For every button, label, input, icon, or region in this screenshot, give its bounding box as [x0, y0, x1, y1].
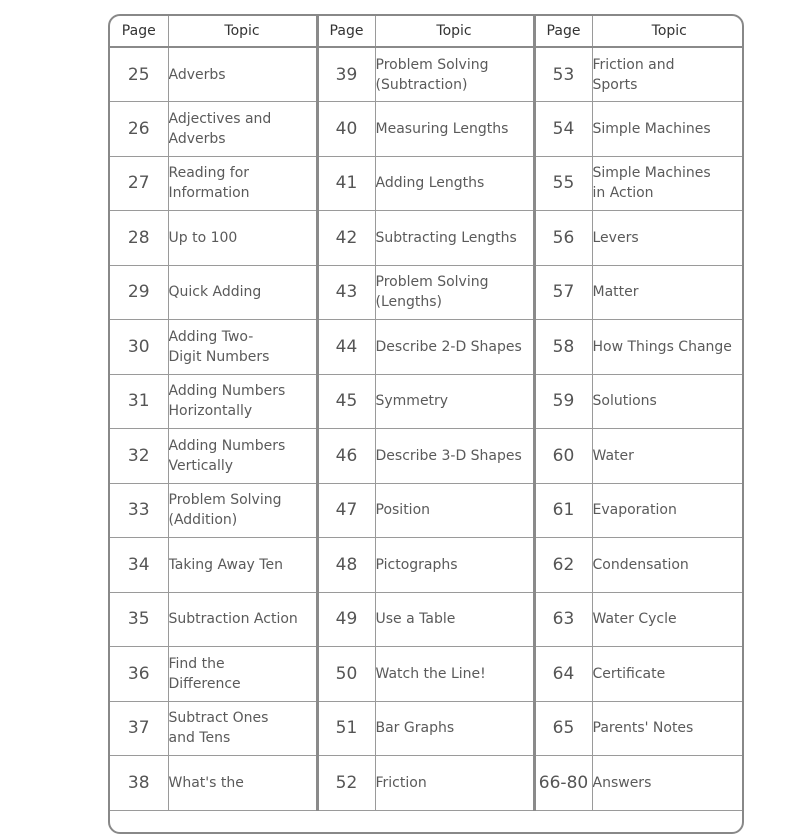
topic-name: Certificate: [592, 647, 744, 702]
topic-name: Find the Difference: [168, 647, 317, 702]
topic-name: Adding Numbers Horizontally: [168, 374, 317, 429]
table-row: [110, 156, 744, 211]
topic-name: How Things Change: [592, 320, 744, 375]
topic-name: Subtract Ones and Tens: [168, 701, 317, 756]
page-number: 43: [317, 265, 375, 320]
toc-table: [110, 16, 744, 811]
page-number: 60: [534, 429, 592, 484]
page-number: 65: [534, 701, 592, 756]
table-row: [110, 429, 744, 484]
page-number: 38: [110, 756, 168, 811]
page-number: 30: [110, 320, 168, 375]
topic-name: Friction: [375, 756, 534, 811]
page-number: 47: [317, 483, 375, 538]
topic-name: Subtraction Action: [168, 592, 317, 647]
page-number: 46: [317, 429, 375, 484]
topic-name: Adverbs: [168, 47, 317, 102]
topic-column-header: Topic: [375, 16, 534, 47]
table-row: [110, 483, 744, 538]
topic-name: Parents' Notes: [592, 701, 744, 756]
page-number: 41: [317, 156, 375, 211]
page-column-header: Page: [110, 16, 168, 47]
page-number: 66-80: [534, 756, 592, 811]
page-number: 39: [317, 47, 375, 102]
topic-name: Quick Adding: [168, 265, 317, 320]
page-number: 55: [534, 156, 592, 211]
topic-name: Reading for Information: [168, 156, 317, 211]
topic-name: Subtracting Lengths: [375, 211, 534, 266]
topic-name: Problem Solving (Lengths): [375, 265, 534, 320]
topic-name: Solutions: [592, 374, 744, 429]
page-number: 45: [317, 374, 375, 429]
page-number: 58: [534, 320, 592, 375]
topic-name: Simple Machines: [592, 102, 744, 157]
page-number: 54: [534, 102, 592, 157]
topic-name: Describe 2-D Shapes: [375, 320, 534, 375]
page-number: 49: [317, 592, 375, 647]
page-number: 34: [110, 538, 168, 593]
page-number: 27: [110, 156, 168, 211]
topic-name: Problem Solving (Subtraction): [375, 47, 534, 102]
page-number: 40: [317, 102, 375, 157]
topic-name: Levers: [592, 211, 744, 266]
page-number: 53: [534, 47, 592, 102]
page-number: 25: [110, 47, 168, 102]
table-row: [110, 102, 744, 157]
table-row: [110, 265, 744, 320]
table-of-contents: [108, 14, 744, 834]
page-column-header: Page: [534, 16, 592, 47]
page-number: 28: [110, 211, 168, 266]
page-number: 44: [317, 320, 375, 375]
topic-name: Water: [592, 429, 744, 484]
topic-name: Up to 100: [168, 211, 317, 266]
topic-name: Problem Solving (Addition): [168, 483, 317, 538]
page-number: 35: [110, 592, 168, 647]
topic-name: Water Cycle: [592, 592, 744, 647]
topic-name: Adjectives and Adverbs: [168, 102, 317, 157]
page-number: 42: [317, 211, 375, 266]
topic-name: Condensation: [592, 538, 744, 593]
page-column-header: Page: [317, 16, 375, 47]
page-number: 61: [534, 483, 592, 538]
table-row: [110, 47, 744, 102]
page-number: 59: [534, 374, 592, 429]
topic-name: Bar Graphs: [375, 701, 534, 756]
table-row: [110, 538, 744, 593]
toc-header-row: [110, 16, 744, 47]
page-number: 48: [317, 538, 375, 593]
page-number: 56: [534, 211, 592, 266]
page-number: 29: [110, 265, 168, 320]
topic-name: Describe 3-D Shapes: [375, 429, 534, 484]
topic-name: Symmetry: [375, 374, 534, 429]
page-number: 51: [317, 701, 375, 756]
table-row: [110, 320, 744, 375]
page-number: 62: [534, 538, 592, 593]
table-row: [110, 756, 744, 811]
topic-name: Watch the Line!: [375, 647, 534, 702]
page-number: 52: [317, 756, 375, 811]
topic-name: What's the: [168, 756, 317, 811]
page-number: 36: [110, 647, 168, 702]
page-number: 33: [110, 483, 168, 538]
topic-name: Adding Numbers Vertically: [168, 429, 317, 484]
page-number: 57: [534, 265, 592, 320]
topic-name: Pictographs: [375, 538, 534, 593]
topic-name: Position: [375, 483, 534, 538]
page-number: 37: [110, 701, 168, 756]
table-row: [110, 701, 744, 756]
topic-name: Friction and Sports: [592, 47, 744, 102]
topic-name: Use a Table: [375, 592, 534, 647]
page-number: 64: [534, 647, 592, 702]
topic-name: Adding Lengths: [375, 156, 534, 211]
topic-column-header: Topic: [168, 16, 317, 47]
page-number: 63: [534, 592, 592, 647]
table-row: [110, 211, 744, 266]
table-row: [110, 592, 744, 647]
topic-column-header: Topic: [592, 16, 744, 47]
page-number: 32: [110, 429, 168, 484]
topic-name: Measuring Lengths: [375, 102, 534, 157]
topic-name: Adding Two- Digit Numbers: [168, 320, 317, 375]
topic-name: Taking Away Ten: [168, 538, 317, 593]
page-number: 50: [317, 647, 375, 702]
table-row: [110, 374, 744, 429]
page-number: 31: [110, 374, 168, 429]
topic-name: Evaporation: [592, 483, 744, 538]
topic-name: Matter: [592, 265, 744, 320]
topic-name: Simple Machines in Action: [592, 156, 744, 211]
table-row: [110, 647, 744, 702]
topic-name: Answers: [592, 756, 744, 811]
page-number: 26: [110, 102, 168, 157]
